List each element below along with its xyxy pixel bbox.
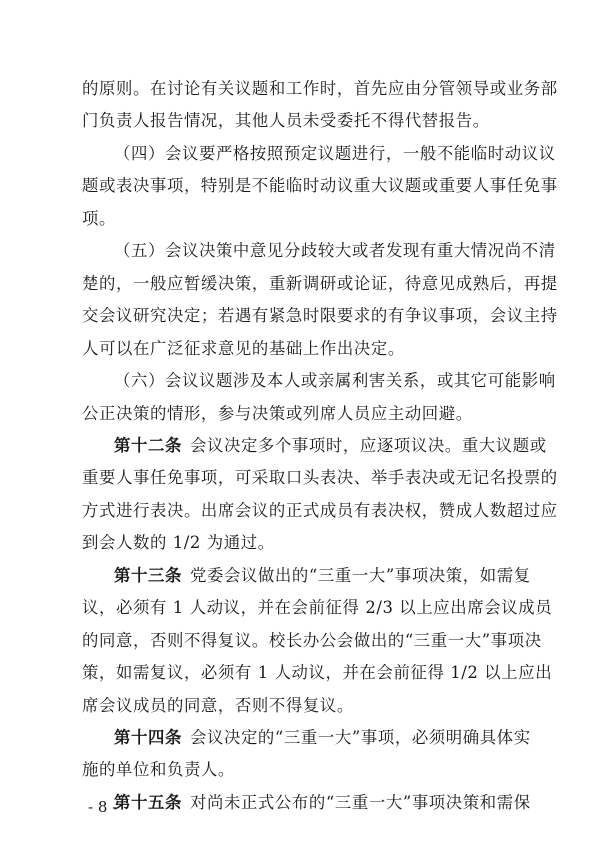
line-content <box>82 468 558 488</box>
line-content <box>114 241 556 261</box>
text-line <box>82 306 558 326</box>
text-line <box>82 468 558 488</box>
line-content <box>82 176 558 196</box>
line-content <box>82 111 520 131</box>
line-content <box>82 533 520 553</box>
line-text: 会议决定的“三重一大”事项，必须明确具体实 <box>189 728 531 747</box>
text-line <box>82 630 542 651</box>
text-line <box>82 533 520 553</box>
page-number: - 8 - <box>88 798 118 816</box>
line-content <box>114 143 556 164</box>
line-text: 门负责人报告情况，其他人员未受委托不得代替报告。 <box>82 111 490 131</box>
text-line <box>82 598 553 618</box>
text-line <box>82 339 520 359</box>
line-text: （五）会议决策中意见分歧较大或者发现有重大情况尚不清 <box>114 241 556 261</box>
line-content <box>82 500 558 521</box>
line-text: 施的单位和负责人。 <box>82 760 235 780</box>
line-text: 到会人数的 1/2 为通过。 <box>82 533 275 553</box>
line-content <box>82 760 520 780</box>
line-content <box>114 728 531 748</box>
text-line <box>82 404 520 424</box>
line-content <box>114 435 547 456</box>
text-line <box>114 241 556 261</box>
article-number: 第十二条 <box>114 435 182 455</box>
line-content <box>82 630 542 651</box>
article-number: 第十五条 <box>114 792 182 812</box>
line-text: 的同意，否则不得复议。校长办公会做出的“三重一大”事项决 <box>82 630 542 650</box>
line-text: 的原则。在讨论有关议题和工作时，首先应由分管领导或业务部 <box>82 79 558 98</box>
line-content <box>82 79 558 99</box>
line-content <box>114 565 531 586</box>
line-text: 题或表决事项，特别是不能临时动议重大议题或重要人事任免事 <box>82 176 558 196</box>
line-text: 策，如需复议，必须有 1 人动议，并在会前征得 1/2 以上应出 <box>82 663 553 683</box>
line-text: 党委会议做出的“三重一大”事项决策，如需复 <box>189 565 531 585</box>
line-text: （六）会议议题涉及本人或亲属利害关系，或其它可能影响 <box>114 371 556 391</box>
line-content <box>114 792 531 813</box>
text-line <box>82 176 558 196</box>
line-text: 对尚未正式公布的“三重一大”事项决策和需保 <box>189 792 531 812</box>
line-text: 会议决定多个事项时，应逐项议决。重大议题或 <box>189 435 547 455</box>
article-line <box>114 728 531 748</box>
line-content <box>82 598 553 618</box>
text-line <box>82 696 520 716</box>
line-content <box>82 663 553 683</box>
article-number: 第十四条 <box>114 728 182 747</box>
text-line <box>114 371 556 391</box>
line-content <box>82 273 558 294</box>
text-line <box>82 500 558 521</box>
line-text: 议，必须有 1 人动议，并在会前征得 2/3 以上应出席会议成员 <box>82 598 553 618</box>
line-content <box>82 209 520 229</box>
line-text: 项。 <box>82 208 116 228</box>
line-content <box>82 339 520 359</box>
line-text: 席会议成员的同意，否则不得复议。 <box>82 695 354 715</box>
article-number: 第十三条 <box>114 565 182 585</box>
text-line <box>114 143 556 164</box>
line-text: 交会议研究决定；若遇有紧急时限要求的有争议事项，会议主持 <box>82 306 558 326</box>
line-text: 方式进行表决。出席会议的正式成员有表决权，赞成人数超过应 <box>82 500 558 520</box>
text-line <box>82 111 520 131</box>
line-text: 重要人事任免事项，可采取口头表决、举手表决或无记名投票的 <box>82 468 558 488</box>
article-line <box>114 435 547 456</box>
text-line <box>82 79 558 99</box>
text-line <box>82 273 558 294</box>
line-content <box>82 696 520 716</box>
line-text: （四）会议要严格按照预定议题进行，一般不能临时动议议 <box>114 143 556 163</box>
line-content <box>82 306 558 326</box>
line-text: 公正决策的情形，参与决策或列席人员应主动回避。 <box>82 403 473 423</box>
text-line <box>82 760 520 780</box>
article-line <box>114 565 531 586</box>
article-line <box>114 792 531 813</box>
line-text: 人可以在广泛征求意见的基础上作出决定。 <box>82 338 405 358</box>
text-line <box>82 209 520 229</box>
line-text: 楚的，一般应暂缓决策，重新调研或论证，待意见成熟后，再提 <box>82 273 558 293</box>
line-content <box>82 404 520 424</box>
line-content <box>114 371 556 391</box>
text-line <box>82 663 553 683</box>
